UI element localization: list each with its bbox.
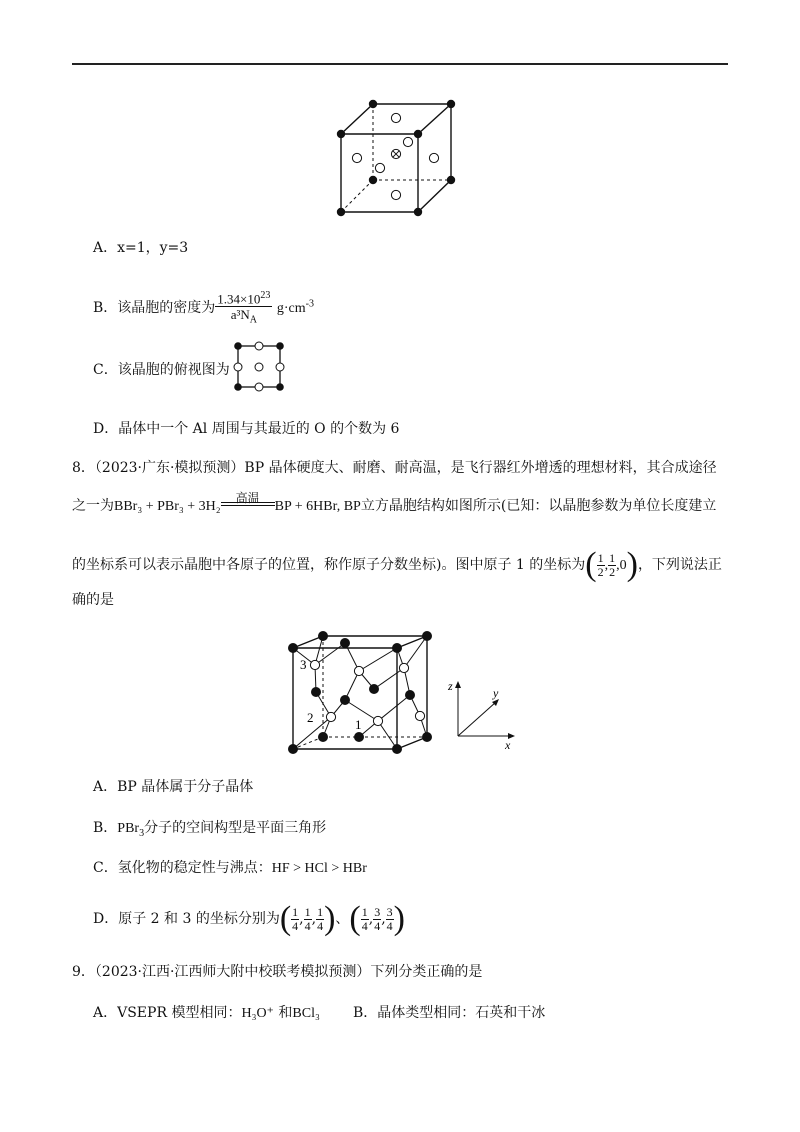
q8-heading: 8．（2023·广东·模拟预测）BP 晶体硬度大、耐磨、耐高温，是飞行器红外增透的理想材料，其合成途径 xyxy=(72,460,717,476)
q8-option-d-prefix: D．原子 2 和 3 的坐标分别为 xyxy=(93,911,280,927)
pbr3-formula: PBr xyxy=(117,821,140,836)
density-numerator: 1.34×10 xyxy=(217,291,261,307)
q9-option-a-prefix: A．VSEPR 模型相同： xyxy=(93,1005,242,1021)
q8-option-b-suffix: 分子的空间构型是平面三角形 xyxy=(144,820,327,836)
q7-option-d: D．晶体中一个 Al 周围与其最近的 O 的个数为 6 xyxy=(93,421,400,437)
q8-line2 xyxy=(72,491,717,517)
atom-2-label: 2 xyxy=(307,710,314,725)
density-unit: g·cm xyxy=(276,300,306,316)
coord-1-x-den: 2 xyxy=(597,564,604,579)
h3o-formula: H₃O⁺ xyxy=(241,1006,274,1021)
top-view-figure xyxy=(231,340,287,392)
q7-option-c: C．该晶胞的俯视图为 xyxy=(93,362,230,378)
header-rule xyxy=(72,63,728,65)
density-denominator: a³N xyxy=(230,307,250,323)
q8-line3-suffix: ，下列说法正 xyxy=(637,557,722,573)
q8-option-b xyxy=(93,818,326,844)
hydride-order: HF > HCl > HBr xyxy=(271,861,367,876)
atom-3-label: 3 xyxy=(300,657,307,672)
q8-option-c xyxy=(93,858,367,879)
q7-option-b xyxy=(93,288,314,328)
y-axis-label: y xyxy=(493,686,499,700)
reaction-condition: 高温 xyxy=(235,491,260,505)
bp-unit-cell-figure xyxy=(282,625,522,755)
density-unit-exp: -3 xyxy=(305,298,314,310)
x-axis-label: x xyxy=(505,738,511,752)
q9-option-a-and: 和 xyxy=(278,1005,293,1021)
q8-option-b-prefix: B． xyxy=(93,820,118,836)
q9-option-a xyxy=(93,1003,320,1024)
q8-line3: 的坐标系可以表示晶胞中各原子的位置，称作原子分数坐标)。图中原子 1 的坐标为( $\frac{1}{2}$ , $\frac{1}{2}$ ,0)，下列说法正 xyxy=(72,546,722,583)
q8-option-d: D．原子 2 和 3 的坐标分别为( $\frac{1}{4}$ , $\frac{1}{4}$ , $\frac{1}{4}$ )、( $\frac{1}{4}$ , $\frac{3}{4}$ , $\frac{3}{4}$ ) xyxy=(93,900,405,937)
q7-option-b-text: B．该晶胞的密度为 xyxy=(93,299,216,316)
q8-line3-prefix: 的坐标系可以表示晶胞中各原子的位置，称作原子分数坐标)。图中原子 1 的坐标为 xyxy=(72,557,586,573)
reaction-products: BP + 6HBr, BP xyxy=(274,499,361,514)
coord-1-y-num: 1 xyxy=(609,550,616,565)
q8-line4: 确的是 xyxy=(72,592,114,608)
coord-1-x-num: 1 xyxy=(597,550,604,565)
reaction-reactants: BBr₃ + PBr₃ + 3H₂ xyxy=(114,499,221,514)
bcl3-formula: BCl₃ xyxy=(292,1006,320,1021)
coord-1-y-den: 2 xyxy=(609,564,616,579)
q7-option-a: A．x=1，y=3 xyxy=(93,240,189,256)
atom-1-label: 1 xyxy=(355,717,362,732)
coord-1-z: 0 xyxy=(619,558,627,573)
pbr3-formula-sub: 3 xyxy=(139,827,145,839)
q8-option-c-prefix: C．氢化物的稳定性与沸点： xyxy=(93,860,272,876)
unit-cell-figure-1 xyxy=(330,95,460,220)
q8-option-d-sep: 、 xyxy=(335,911,350,927)
density-numerator-exp: 23 xyxy=(260,290,271,301)
q8-option-a: A．BP 晶体属于分子晶体 xyxy=(93,779,254,795)
z-axis-label: z xyxy=(448,679,453,693)
density-denominator-sub: A xyxy=(249,314,257,326)
density-fraction xyxy=(215,288,272,328)
q9-heading: 9．（2023·江西·江西师大附中校联考模拟预测）下列分类正确的是 xyxy=(72,964,483,980)
q8-line2-prefix: 之一为 xyxy=(72,498,114,514)
q9-option-b: B．晶体类型相同：石英和干冰 xyxy=(353,1005,546,1021)
q8-line2-suffix: 立方晶胞结构如图所示(已知：以晶胞参数为单位长度建立 xyxy=(360,498,717,514)
reaction-arrow xyxy=(221,491,275,510)
